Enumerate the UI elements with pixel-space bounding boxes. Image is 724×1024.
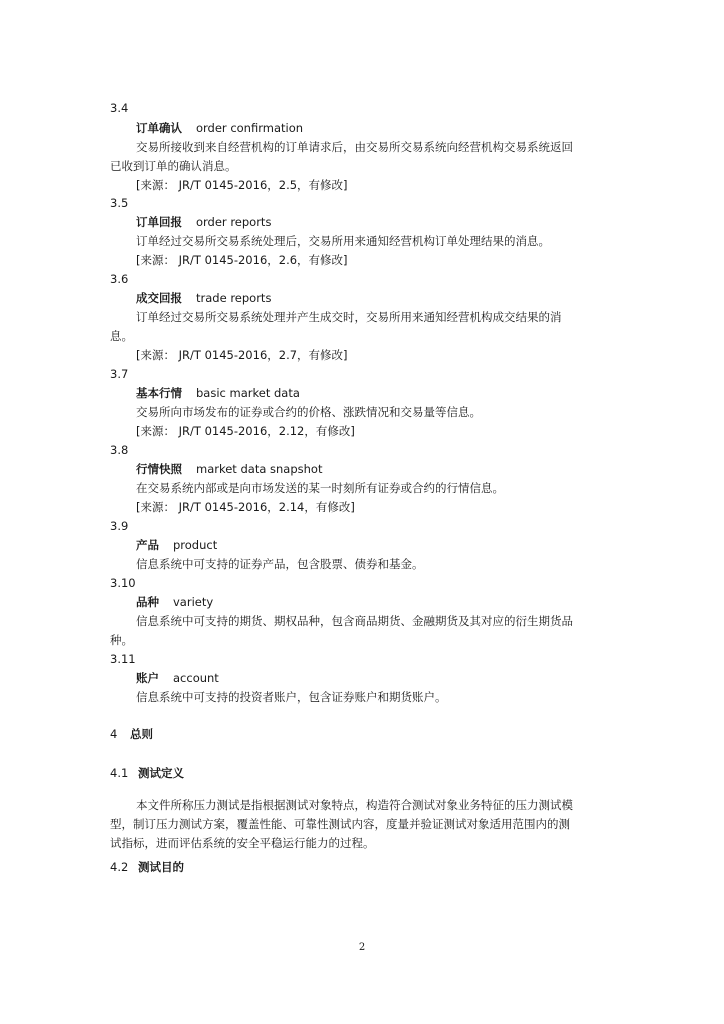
entry-number: 3.4: [110, 101, 129, 115]
paragraph-line: 试指标，进而评估系统的安全平稳运行能力的过程。: [110, 836, 375, 850]
term-en: product: [173, 538, 218, 552]
entry-number: 3.9: [110, 519, 129, 533]
subsection-number: 4.2: [110, 860, 129, 874]
source-citation: [来源： JR/T 0145-2016，2.14，有修改]: [136, 500, 355, 514]
page-number: 2: [358, 942, 366, 953]
term-en: market data snapshot: [196, 462, 323, 476]
definition-line: 信息系统中可支持的期货、期权品种，包含商品期货、金融期货及其对应的衍生期货品: [136, 614, 573, 628]
section-heading: [110, 726, 153, 742]
section-title: 总则: [130, 727, 153, 741]
source-citation: [来源： JR/T 0145-2016，2.7，有修改]: [136, 348, 348, 362]
term-en: trade reports: [196, 291, 272, 305]
source-citation: [来源： JR/T 0145-2016，2.12，有修改]: [136, 424, 355, 438]
subsection-title: 测试目的: [138, 860, 184, 874]
term-en: account: [173, 671, 219, 685]
term-en: basic market data: [196, 386, 300, 400]
entry-term: [136, 214, 271, 230]
entry-term: [136, 461, 322, 477]
definition-line: 种。: [110, 633, 133, 647]
definition-line: 订单经过交易所交易系统处理并产生成交时，交易所用来通知经营机构成交结果的消: [136, 310, 562, 324]
entry-number: 3.8: [110, 443, 129, 457]
term-en: variety: [173, 595, 214, 609]
paragraph-line: 本文件所称压力测试是指根据测试对象特点，构造符合测试对象业务特征的压力测试模: [136, 798, 573, 812]
definition-line: 订单经过交易所交易系统处理后，交易所用来通知经营机构订单处理结果的消息。: [136, 234, 550, 248]
term-zh: 账户: [136, 671, 159, 685]
entry-number: 3.6: [110, 272, 129, 286]
entry-number: 3.5: [110, 196, 129, 210]
subsection-heading: [110, 765, 184, 781]
definition-line: 信息系统中可支持的证券产品，包含股票、债券和基金。: [136, 557, 424, 571]
entry-number: 3.11: [110, 652, 136, 666]
term-zh: 基本行情: [136, 386, 182, 400]
entry-term: [136, 385, 300, 401]
entry-term: [136, 594, 213, 610]
definition-line: 交易所接收到来自经营机构的订单请求后，由交易所交易系统向经营机构交易系统返回: [136, 140, 573, 154]
entry-number: 3.7: [110, 367, 129, 381]
subsection-heading: [110, 859, 184, 875]
section-number: 4: [110, 727, 118, 741]
term-zh: 品种: [136, 595, 159, 609]
term-en: order confirmation: [196, 121, 304, 135]
definition-line: 已收到订单的确认消息。: [110, 159, 237, 173]
entry-term: [136, 537, 217, 553]
term-zh: 行情快照: [136, 462, 182, 476]
entry-term: [136, 120, 303, 136]
term-zh: 订单回报: [136, 215, 182, 229]
term-zh: 成交回报: [136, 291, 182, 305]
paragraph-line: 型，制订压力测试方案，覆盖性能、可靠性测试内容，度量并验证测试对象适用范围内的测: [110, 817, 570, 831]
term-zh: 产品: [136, 538, 159, 552]
term-en: order reports: [196, 215, 272, 229]
entry-number: 3.10: [110, 576, 136, 590]
definition-line: 信息系统中可支持的投资者账户，包含证券账户和期货账户。: [136, 690, 447, 704]
source-citation: [来源： JR/T 0145-2016，2.6，有修改]: [136, 253, 348, 267]
subsection-number: 4.1: [110, 766, 129, 780]
entry-term: [136, 290, 271, 306]
definition-line: 在交易系统内部或是向市场发送的某一时刻所有证券或合约的行情信息。: [136, 481, 504, 495]
term-zh: 订单确认: [136, 121, 182, 135]
subsection-title: 测试定义: [138, 766, 184, 780]
definition-line: 交易所向市场发布的证券或合约的价格、涨跌情况和交易量等信息。: [136, 405, 481, 419]
entry-term: [136, 670, 219, 686]
source-citation: [来源： JR/T 0145-2016，2.5，有修改]: [136, 178, 348, 192]
definition-line: 息。: [110, 329, 133, 343]
